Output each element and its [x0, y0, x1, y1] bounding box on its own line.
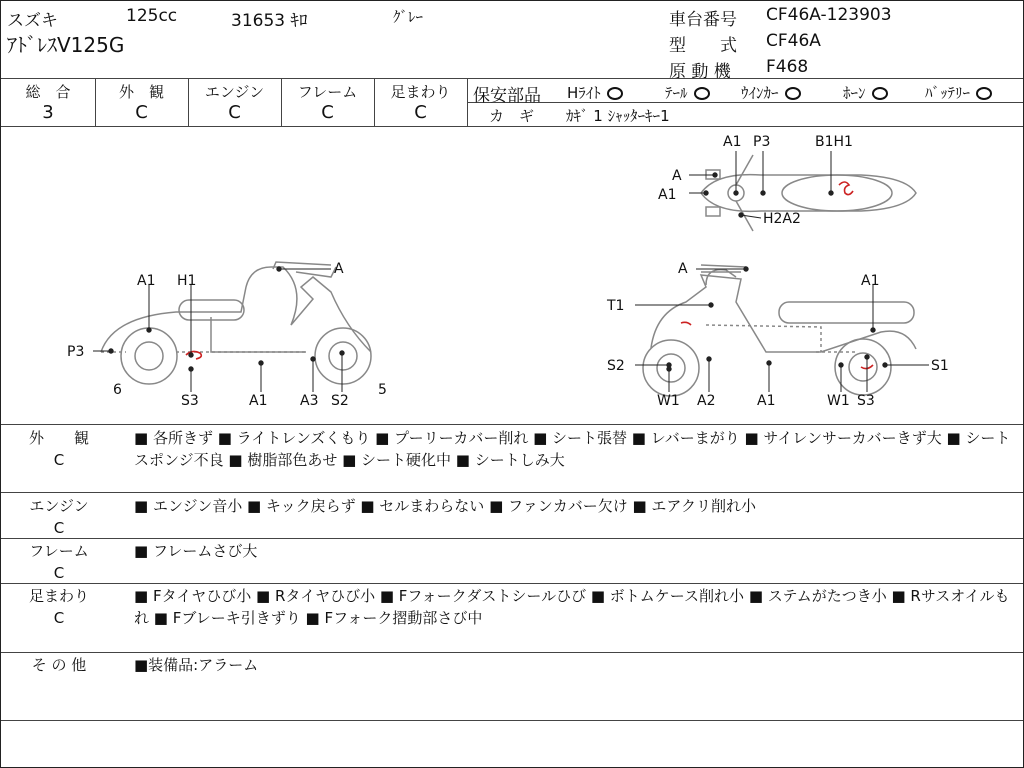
safety-item-winker [741, 82, 801, 103]
diagram-label: A1 [658, 187, 677, 203]
diagram-label: A [678, 261, 688, 277]
diagram-label: A1 [861, 273, 880, 289]
damage-mark [839, 182, 853, 195]
section-frame-label [19, 540, 99, 584]
displacement: 125cc [126, 6, 178, 26]
type-label: 型 式 [669, 36, 737, 56]
body-color: ｸﾞﾚｰ [393, 8, 424, 26]
exterior-grade: C [135, 102, 148, 123]
safety-item-tail [665, 82, 710, 103]
body-top-view [701, 175, 916, 212]
diagram-label: W1 [827, 393, 850, 409]
diagram-label: A1 [249, 393, 268, 409]
damage-diagram [1, 127, 1023, 424]
diagram-label: P3 [753, 134, 771, 150]
section-engine-label [19, 495, 99, 539]
ok-circle-icon [976, 87, 992, 100]
overall-header: 総 合 [25, 83, 71, 101]
mileage: 31653 ｷﾛ [231, 11, 308, 31]
diagram-label: S2 [607, 358, 625, 374]
section-label: そ の 他 [31, 656, 87, 674]
safety-parts-label: 保安部品 [473, 86, 541, 106]
maker: スズキ [7, 11, 58, 31]
damage-mark [681, 322, 691, 325]
divider [1, 492, 1023, 493]
ok-circle-icon [607, 87, 623, 100]
key-value: ｶｷﾞ 1 ｼｬｯﾀｰｷｰ1 [566, 107, 670, 125]
safety-item-horn [843, 82, 888, 103]
section-grade: C [53, 519, 65, 537]
model-name: ｱﾄﾞﾚｽV125G [7, 33, 125, 57]
suspension-header: 足まわり [390, 83, 451, 101]
diagram-label: 6 [113, 382, 122, 398]
divider [1, 652, 1023, 653]
safety-item-name: ﾊﾞｯﾃﾘｰ [925, 84, 971, 102]
section-suspension-label [19, 585, 99, 629]
engine-model-value: F468 [766, 57, 809, 77]
diagram-label: T1 [607, 298, 625, 314]
diagram-label: S2 [331, 393, 349, 409]
section-frame-text: ■ フレームさび大 [134, 542, 258, 560]
section-grade: C [53, 451, 65, 469]
exterior-header: 外 観 [118, 83, 164, 101]
frame-header: フレーム [297, 83, 358, 101]
diagram-label: A1 [137, 273, 156, 289]
section-label: フレーム [29, 542, 89, 560]
safety-item-name: ﾎｰﾝ [843, 84, 866, 102]
diagram-label: 5 [378, 382, 387, 398]
frame-number: CF46A-123903 [766, 5, 892, 25]
frame-number-label: 車台番号 [669, 10, 737, 30]
engine-model-label: 原 動 機 [669, 62, 731, 82]
diagram-label: A2 [697, 393, 716, 409]
section-label: 外 観 [28, 429, 89, 447]
section-exterior-label [19, 427, 99, 471]
section-exterior-text: ■ 各所きず ■ ライトレンズくもり ■ プーリーカバー削れ ■ シート張替 ■ レバーまがり ■ サイレンサーカバーきず大 ■ シートスポンジ不良 ■ 樹脂部色あせ ■ シート硬化中 ■ シートしみ大 [134, 429, 1011, 469]
ok-circle-icon [694, 87, 710, 100]
section-suspension-text: ■ Fタイヤひび小 ■ Rタイヤひび小 ■ Fフォークダストシールひび ■ ボトムケース削れ小 ■ ステムがたつき小 ■ Rサスオイルもれ ■ Fブレーキ引きずり ■ Fフォーク摺動部さび中 [134, 587, 1010, 627]
ok-circle-icon [872, 87, 888, 100]
section-engine-text: ■ エンジン音小 ■ キック戻らず ■ セルまわらない ■ ファンカバー欠け ■ エアクリ削れ小 [134, 497, 756, 515]
diagram-label: A [334, 261, 344, 277]
divider [1, 538, 1023, 539]
diagram-label: A1 [757, 393, 776, 409]
section-grade: C [53, 609, 65, 627]
section-label: エンジン [29, 497, 89, 515]
section-other-text: ■装備品:アラーム [134, 656, 259, 674]
mirror-right [706, 207, 720, 216]
key-label: カ ギ [489, 107, 535, 125]
ok-circle-icon [785, 87, 801, 100]
overall-grade: 3 [42, 102, 54, 123]
diagram-label: H2A2 [763, 211, 801, 227]
diagram-label: A1 [723, 134, 742, 150]
safety-item-name: ﾃｰﾙ [665, 84, 688, 102]
diagram-label: S3 [181, 393, 199, 409]
divider [1, 583, 1023, 584]
section-label: 足まわり [28, 587, 89, 605]
safety-item-name: Hﾗｲﾄ [567, 84, 601, 102]
diagram-label: A [672, 168, 682, 184]
divider [1, 424, 1023, 425]
engine-grade: C [228, 102, 241, 123]
engine-header: エンジン [204, 83, 265, 101]
section-other-label [19, 654, 99, 676]
frame-grade: C [321, 102, 334, 123]
diagram-label: W1 [657, 393, 680, 409]
safety-item-battery [925, 82, 992, 103]
diagram-label: S1 [931, 358, 949, 374]
diagram-label: H1 [177, 273, 197, 289]
diagram-label: B1H1 [815, 134, 853, 150]
diagram-label: P3 [67, 344, 85, 360]
seat-top-view [782, 175, 892, 211]
diagram-label: S3 [857, 393, 875, 409]
suspension-grade: C [414, 102, 427, 123]
diagram-label: A3 [300, 393, 319, 409]
divider [1, 720, 1023, 721]
divider [1, 78, 1023, 79]
type-value: CF46A [766, 31, 821, 51]
safety-item-headlight [567, 82, 623, 103]
section-grade: C [53, 564, 65, 582]
safety-item-name: ｳｲﾝｶｰ [741, 84, 779, 102]
